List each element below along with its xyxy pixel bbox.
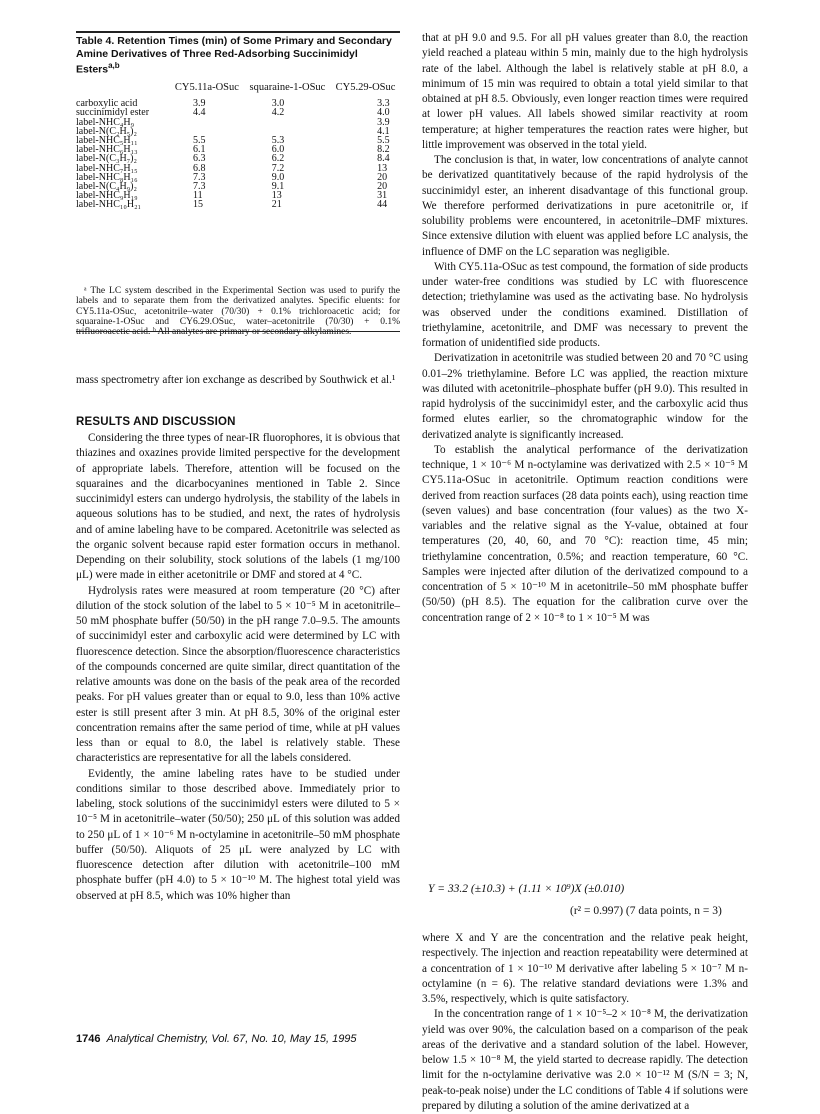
paragraph: Hydrolysis rates were measured at room temperature (20 °C) after dilution of the stock solution of the label to 5 × 10⁻⁵ M in acetonitrile–50 mM phosphate buffer (50/50) in the pH range 7.0–9.5. The amounts of succinimidyl ester and carboxylic acid were determined by LC with fluorescence detection. Since the absorption/fluorescence characteristics of the compounds concerned are quite similar, direct quantitation of the relative amounts was done on the basis of the peak area of the recorded peaks. For pH values greater than or equal to 9.0, less than 10% active ester is still present after 3 min. At pH 8.5, 30% of the original ester concentration remains after the same period of time, while at pH values less than or equal to 8.0, the label is relatively stable. These characteristics are representative for all the labels considered. bbox=[76, 584, 400, 765]
table-footnotes: ᵃ The LC system described in the Experimental Section was used to purify the labels and to separate them from the derivatized analytes. Specific eluents: for CY5.11a-OSuc, acetonitrile–water (70/30) + 0.1% trichloroacetic acid; for squaraine-1-OSuc and CY6.29.OSuc, water–acetonitrile (70/30) + 0.1% trifluoroacetic acid. ᵇ All analytes are primary or secondary alkylamines. bbox=[76, 286, 400, 338]
table-cell: 20 bbox=[377, 171, 388, 183]
table-row bbox=[76, 200, 400, 209]
table-cell: 6.0 bbox=[271, 144, 285, 156]
table-row-label: label-NHC₈H₁₆ bbox=[76, 171, 138, 183]
table-header-cell bbox=[76, 83, 170, 99]
equation-statistics: (r² = 0.997) (7 data points, n = 3) bbox=[570, 905, 722, 917]
table-cell bbox=[244, 118, 331, 127]
table-cell: 4.1 bbox=[377, 125, 390, 137]
table-header-row bbox=[76, 83, 400, 99]
calibration-equation: Y = 33.2 (±10.3) + (1.11 × 10⁹)X (±0.010) bbox=[428, 883, 625, 895]
table-cell: 9.0 bbox=[271, 171, 285, 183]
table-header-cell: CY5.11a-OSuc bbox=[174, 82, 239, 93]
table-cell: 3.3 bbox=[377, 98, 390, 110]
table-caption: Table 4. Retention Times (min) of Some Primary and Secondary Amine Derivatives of Three Red-Adsorbing Succinimidyl Esters$^{a,b}$ bbox=[76, 35, 392, 76]
table-cell: 3.9 bbox=[377, 116, 390, 128]
table-header-cell: CY5.29-OSuc bbox=[335, 82, 396, 93]
table-cell: 5.5 bbox=[193, 135, 206, 147]
table-cell: 4.2 bbox=[271, 107, 285, 119]
paragraph: Derivatization in acetonitrile was studied between 20 and 70 °C using 0.01–2% triethylamine. Before LC was applied, the reaction mixture was diluted with acetonitrile–phosphate buffer (pH 9.0). This resulted in rapid hydrolysis of the succinimidyl ester, and the carboxylic acid thus formed elutes earlier, so the chromatographic window for the derivatized analyte is significantly increased. bbox=[422, 352, 748, 441]
page-number: 1746 bbox=[76, 1033, 101, 1045]
table-cell: 7.2 bbox=[271, 162, 285, 174]
table-cell: 13 bbox=[271, 190, 282, 202]
table-cell: 15 bbox=[193, 199, 203, 211]
section-heading: RESULTS AND DISCUSSION bbox=[76, 416, 236, 428]
table-cell: 5.3 bbox=[271, 135, 285, 147]
paragraph: To establish the analytical performance of the derivatization technique, 1 × 10⁻⁶ M n-octylamine was derivatized with 2.5 × 10⁻⁵ M CY5.11a-OSuc in acetonitrile. Optimum reaction conditions were derived from reaction surfaces (28 data points each), using reaction time (seven values) and base concentration (four values) as the two X-variables and the relative signal as the Y-value, obtained at four temperatures (20, 40, 60, and 70 °C): reaction time, 45 min; triethylamine concentration, 0.5%; and reaction temperature, 60 °C. Samples were injected after dilution of the derivatized compound to a concentration of 5 × 10⁻¹⁰ M in acetonitrile–50 mM phosphate buffer (50/50) (pH 8.5). The equation for the calibration curve over the concentration range of 2 × 10⁻⁸ to 1 × 10⁻⁵ M was bbox=[422, 443, 748, 624]
table-cell: 3.9 bbox=[193, 98, 206, 110]
table-row-label: label-NHC₁₀H₂₁ bbox=[76, 199, 142, 211]
table-row-label: succinimidyl ester bbox=[76, 107, 150, 119]
table-cell: 21 bbox=[271, 199, 282, 211]
table-cell: 4.0 bbox=[377, 107, 390, 119]
retention-table bbox=[76, 83, 400, 210]
table-cell: 6.8 bbox=[193, 162, 206, 174]
table-cell: 4.4 bbox=[193, 107, 206, 119]
paragraph: In the concentration range of 1 × 10⁻⁵–2 × 10⁻⁸ M, the derivatization yield was over 90%, the calculation based on a comparison of the peak areas of the derivative and a standard solution of the label. However, below 1.5 × 10⁻⁸ M, the yield started to decrease rapidly. The detection limit for the n-octylamine derivative was 2.0 × 10⁻¹² M (S/N = 3; N, peak-to-peak noise) under the LC conditions of Table 4 if solutions were prepared by diluting a solution of the amine derivatized at a bbox=[422, 1008, 748, 1112]
table-cell: 9.1 bbox=[271, 181, 285, 193]
table-cell bbox=[244, 127, 331, 136]
left-column-text bbox=[76, 431, 400, 904]
table-cell: 13 bbox=[377, 162, 388, 174]
table-row-label: label-N(C₃H₇)₂ bbox=[76, 153, 137, 165]
paragraph: With CY5.11a-OSuc as test compound, the formation of side products under water-free conditions was studied by LC with fluorescence detection; triethylamine was used as the activating base. No hydrolysis was observed under the conditions examined. Distillation of triethylamine, acetonitrile, and DMF was necessary to prevent the formation of unidentified side products. bbox=[422, 260, 748, 349]
table-row-label: label-NHC₉H₁₉ bbox=[76, 190, 138, 202]
table-top-rule bbox=[76, 31, 400, 33]
left-column-text-top bbox=[76, 373, 400, 388]
table-cell: 20 bbox=[377, 181, 388, 193]
table-header-cell: squaraine-1-OSuc bbox=[249, 82, 326, 93]
table-cell: 6.1 bbox=[193, 144, 206, 156]
paragraph: Considering the three types of near-IR fluorophores, it is obvious that thiazines and oxazines provide limited perspective for the development of appropriate labels. Therefore, attention will be focused on the squaraines and the dicarbocyanines mentioned in Table 2. Since succinimidyl esters can undergo hydrolysis, the stability of the labels in aqueous solutions has to be studied, and next, the rates of hydrolysis and of amine labeling have to be compared. Acetonitrile was selected as the organic solvent because rapid ester formation occurs in methanol. Depending on their solubility, stock solutions of the labels (1 mg/100 μL) were made in either acetonitrile or DMF and stored at 4 °C. bbox=[76, 432, 400, 582]
right-column-text-bottom bbox=[422, 931, 748, 1114]
paragraph: that at pH 9.0 and 9.5. For all pH values greater than 8.0, the reaction yield reached a plateau within 5 min, mainly due to the high hydrolysis rate of the label. Although the label is relatively stable at pH 8.0, a minimum of 15 min was required to obtain a total yield similar to that obtained at pH 8.5. Obviously, even longer reaction times were required at lower pH values. All labels showed similar reactivity at room temperature; at higher temperatures the reaction rates were higher, but little improvement was observed in the total yield. bbox=[422, 32, 748, 151]
table-cell: 6.3 bbox=[193, 153, 206, 165]
table-cell: 5.5 bbox=[377, 135, 390, 147]
paragraph: The conclusion is that, in water, low concentrations of analyte cannot be derivatized quantitatively because of the rapid hydrolysis of the succinimidyl ester, an inherent disadvantage of this functional group. We therefore performed derivatizations in pure acetonitrile or, if solubility problems were encountered, in acetonitrile–DMF mixtures. Since extensive dilution with eluent was applied before LC analysis, the influence of DMF on the LC separation was negligible. bbox=[422, 154, 748, 258]
paragraph: mass spectrometry after ion exchange as described by Southwick et al.¹ bbox=[76, 374, 396, 386]
table-cell: 3.0 bbox=[271, 98, 285, 110]
table-cell: 8.2 bbox=[377, 144, 390, 156]
table-cell: 11 bbox=[193, 190, 203, 202]
table-row-label: label-NHC₅H₁₁ bbox=[76, 135, 138, 147]
table-cell: 44 bbox=[377, 199, 388, 211]
right-column-text-top bbox=[422, 31, 748, 626]
table-row-label: label-N(C₄H₉)₂ bbox=[76, 181, 137, 193]
table-row-label: label-N(C₂H₅)₂ bbox=[76, 125, 137, 137]
table-bottom-rule bbox=[76, 331, 400, 332]
table-row-label: carboxylic acid bbox=[76, 98, 138, 110]
table-cell bbox=[170, 127, 244, 136]
table-row-label: label-NHC₆H₁₃ bbox=[76, 144, 138, 156]
table-cell: 8.4 bbox=[377, 153, 390, 165]
paragraph: where X and Y are the concentration and the relative peak height, respectively. The injection and reaction repeatability were determined at a concentration of 1 × 10⁻¹⁰ M derivative after labeling 5 × 10⁻⁷ M n-octylamine (n = 6). The relative standard deviations were 1.3% and 3.5%, respectively, which is quite satisfactory. bbox=[422, 932, 748, 1005]
page-footer bbox=[76, 1033, 357, 1045]
table-row-label: label-NHC₄H₉ bbox=[76, 116, 135, 128]
table-row-label: label-NHC₇H₁₅ bbox=[76, 162, 138, 174]
paragraph: Evidently, the amine labeling rates have to be studied under conditions similar to those described above. Immediately prior to labeling, stock solutions of the succinimidyl esters were diluted to 5 × 10⁻⁵ M in acetonitrile–water (50/50); 250 μL of this solution was added to 250 μL of 1 × 10⁻⁶ M n-octylamine in acetonitrile–50 mM phosphate buffer (50/50). Aliquots of 25 μL were analyzed by LC with fluorescence detection after dilution with acetonitrile–100 mM phosphate buffer (pH 4.0) to 5 × 10⁻¹⁰ M. The highest total yield was observed at pH 8.5, which was 10% higher than bbox=[76, 767, 400, 902]
table-cell bbox=[170, 118, 244, 127]
journal-citation: Analytical Chemistry, Vol. 67, No. 10, May 15, 1995 bbox=[106, 1033, 357, 1045]
table-cell: 7.3 bbox=[193, 181, 206, 193]
table-cell: 6.2 bbox=[271, 153, 285, 165]
table-cell: 31 bbox=[377, 190, 388, 202]
table-cell: 7.3 bbox=[193, 171, 206, 183]
